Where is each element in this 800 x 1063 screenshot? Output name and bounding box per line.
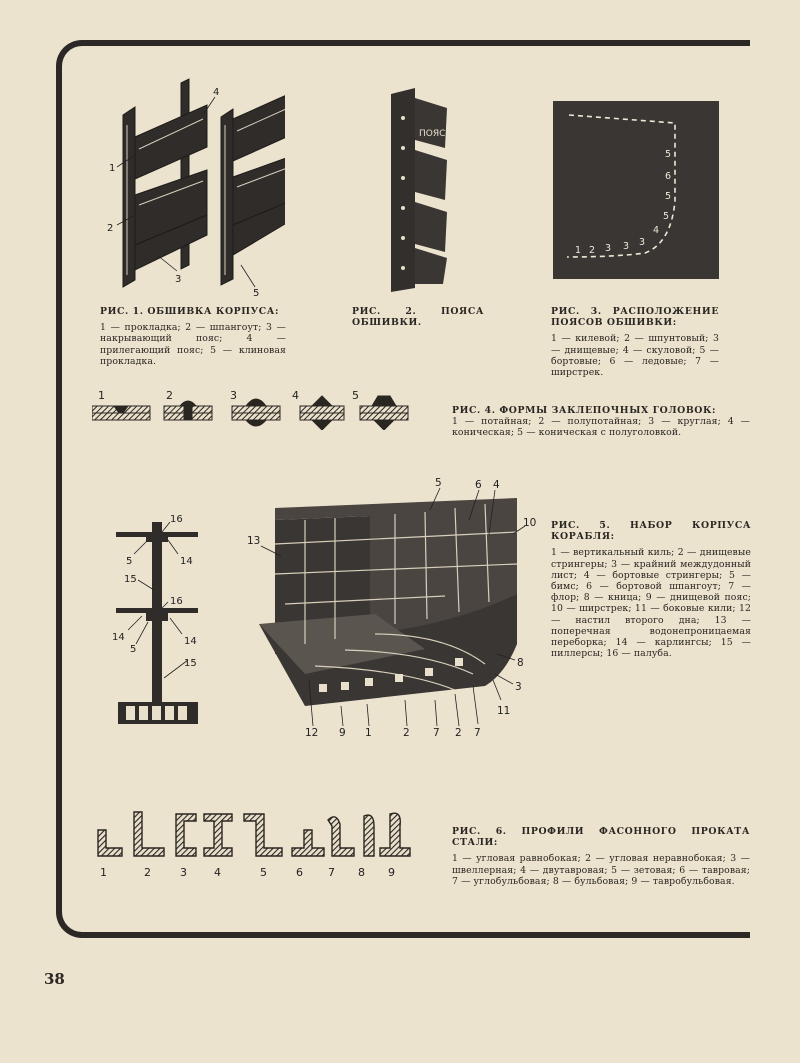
- fig1-label: 1: [109, 163, 116, 174]
- fig5-hull-label: 7: [474, 727, 481, 739]
- fig5-hull-label: 13: [247, 535, 261, 547]
- fig5-pillar-label: 15: [124, 574, 137, 585]
- fig3-label: 3: [639, 237, 646, 248]
- fig4-label: 1: [98, 389, 105, 402]
- fig5-text: 1 — вертикальный киль; 2 — днищевые стрингеры; 3 — крайний междудонный лист; 4 — бортовые стрингеры; 5 — бимс; 6 — бортовой шпангоут; 7 — флор; 8 — кница; 9 — днищевой пояс; 10 — ширстрек; 11 — боковые кили; 12 — настил второго дна; 13 — поперечная водонепроницаемая переборка; 14 — карлингсы; 15 — пиллерсы; 16 — палуба.: [551, 547, 751, 660]
- fig5-pillar-label: 15: [184, 658, 197, 669]
- fig6-label: 4: [214, 866, 221, 879]
- fig5-hull-label: 2: [403, 727, 410, 739]
- fig5-pillar-label: 14: [112, 632, 125, 643]
- fig4-text: 1 — потайная; 2 — полупотайная; 3 — круглая; 4 — коническая; 5 — коническая с полуголовкой.: [452, 416, 750, 439]
- fig6-label: 2: [144, 866, 151, 879]
- fig6-label: 8: [358, 866, 365, 879]
- fig1-text: 1 — прокладка; 2 — шпангоут; 3 — накрывающий пояс; 4 — прилегающий пояс; 5 — клиновая прокладка.: [100, 322, 286, 367]
- fig5-pillar-label: 5: [130, 644, 137, 655]
- fig5-pillar-illustration: [108, 510, 208, 730]
- fig4-illustration: [92, 388, 412, 430]
- fig6-label: 7: [328, 866, 335, 879]
- fig4-label: 5: [352, 389, 359, 402]
- fig3-label: 3: [605, 243, 612, 254]
- fig1-label: 4: [213, 87, 220, 98]
- fig5-hull-label: 12: [305, 727, 319, 739]
- fig5-hull-label: 9: [339, 727, 346, 739]
- fig5-hull-label: 11: [497, 705, 511, 717]
- fig1-label: 5: [253, 288, 260, 299]
- fig6-label: 1: [100, 866, 107, 879]
- fig5-pillar-label: 14: [180, 556, 193, 567]
- fig3-label: 3: [623, 241, 630, 252]
- fig3-label: 5: [665, 149, 672, 160]
- fig3-caption: [551, 306, 719, 378]
- fig4-label: 2: [166, 389, 173, 402]
- fig2-panel-label: ПОЯС: [419, 129, 446, 139]
- fig2-illustration: [385, 88, 455, 293]
- fig6-label: 5: [260, 866, 267, 879]
- fig6-label: 9: [388, 866, 395, 879]
- fig5-hull-label: 5: [435, 477, 442, 489]
- fig6-illustration: [92, 808, 414, 880]
- fig3-label: 1: [575, 245, 582, 256]
- fig4-label: 3: [230, 389, 237, 402]
- fig6-label: 3: [180, 866, 187, 879]
- fig1-caption: [100, 306, 286, 367]
- fig1-label: 3: [175, 274, 182, 285]
- fig2-title: РИС. 2. ПОЯСА ОБШИВКИ.: [352, 306, 484, 329]
- fig4-title: РИС. 4. ФОРМЫ ЗАКЛЕПОЧНЫХ ГОЛОВОК:: [452, 405, 717, 416]
- fig5-hull-label: 3: [515, 681, 522, 693]
- fig6-text: 1 — угловая равнобокая; 2 — угловая неравнобокая; 3 — швеллерная; 4 — двутавровая; 5 — зетовая; 6 — тавровая; 7 — углобульбовая; 8 — бульбовая; 9 — тавробульбовая.: [452, 853, 750, 887]
- fig5-pillar-label: 16: [170, 514, 183, 525]
- fig5-pillar-label: 5: [126, 556, 133, 567]
- fig3-illustration: [553, 101, 719, 279]
- fig5-hull-label: 4: [493, 479, 500, 491]
- fig2-caption: [352, 306, 484, 333]
- fig3-title: РИС. 3. РАСПОЛОЖЕНИЕ ПОЯСОВ ОБШИВКИ:: [551, 306, 719, 329]
- fig5-caption: [551, 520, 751, 659]
- fig4-label: 4: [292, 389, 299, 402]
- fig3-label: 5: [663, 211, 670, 222]
- fig5-hull-label: 10: [523, 517, 537, 529]
- fig5-title: РИС. 5. НАБОР КОРПУСА КОРАБЛЯ:: [551, 520, 751, 543]
- fig5-hull-label: 6: [475, 479, 482, 491]
- fig1-title: РИС. 1. ОБШИВКА КОРПУСА:: [100, 306, 280, 317]
- fig6-title: РИС. 6. ПРОФИЛИ ФАСОННОГО ПРОКАТА СТАЛИ:: [452, 826, 750, 849]
- fig5-hull-label: 1: [365, 727, 372, 739]
- fig6-label: 6: [296, 866, 303, 879]
- fig3-label: 6: [665, 171, 672, 182]
- page-number: 38: [44, 970, 65, 988]
- fig5-pillar-label: 16: [170, 596, 183, 607]
- fig1-illustration: [95, 75, 285, 300]
- fig5-hull-label: 2: [455, 727, 462, 739]
- fig5-hull-label: 7: [433, 727, 440, 739]
- fig5-hull-label: 8: [517, 657, 524, 669]
- fig6-caption: [452, 826, 750, 887]
- fig3-text: 1 — килевой; 2 — шпунтовый; 3 — днищевые; 4 — скуловой; 5 — бортовые; 6 — ледовые; 7 — ширстрек.: [551, 333, 719, 379]
- fig5-hull-illustration: [245, 474, 540, 744]
- fig3-label: 4: [653, 225, 660, 236]
- fig4-caption: [452, 405, 750, 439]
- fig3-label: 2: [589, 245, 596, 256]
- fig1-label: 2: [107, 223, 114, 234]
- fig5-pillar-label: 14: [184, 636, 197, 647]
- fig3-label: 5: [665, 191, 672, 202]
